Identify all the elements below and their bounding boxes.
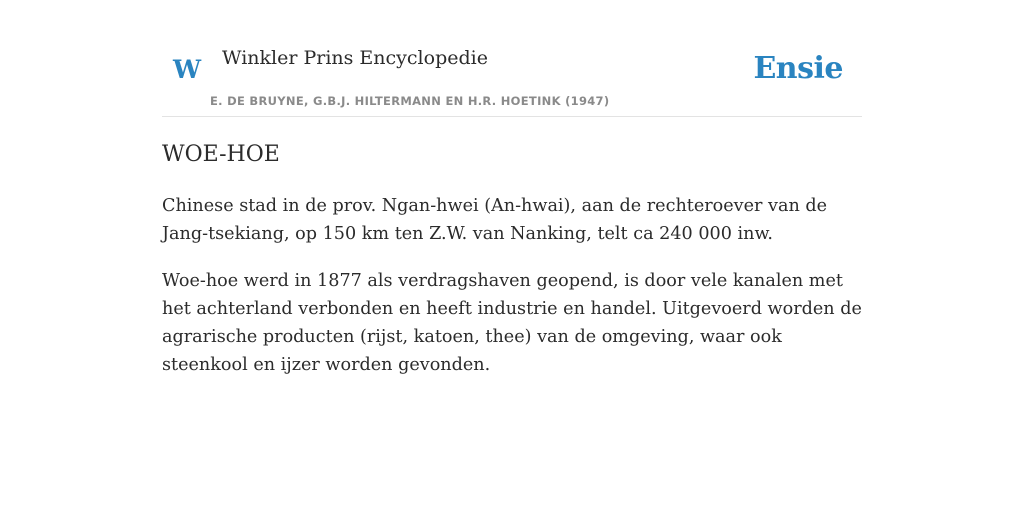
page-container (162, 0, 862, 375)
entry-paragraph: Chinese stad in de prov. Ngan-hwei (An-hwai), aan de rechteroever van de Jang-tsekiang, op 150 km ten Z.W. van Nanking, telt ca 240 000 inw. (162, 196, 828, 244)
entry-paragraph: Woe-hoe werd in 1877 als verdragshaven geopend, is door vele kanalen met het achterland verbonden en heeft industrie en handel. Uitgevoerd worden de agrarische producten (rijst, katoen, thee) van de omgeving, waar ook steenkool en ijzer worden gevonden. (162, 271, 862, 375)
winkler-prins-logo[interactable]: W (173, 55, 202, 84)
source-title[interactable]: Winkler Prins Encyclopedie (222, 47, 488, 69)
source-header (162, 0, 862, 117)
entry-title: WOE-HOE (162, 142, 280, 167)
ensie-logo[interactable]: Ensie (753, 51, 843, 86)
source-authors: E. DE BRUYNE, G.B.J. HILTERMANN EN H.R. HOETINK (1947) (210, 94, 610, 108)
